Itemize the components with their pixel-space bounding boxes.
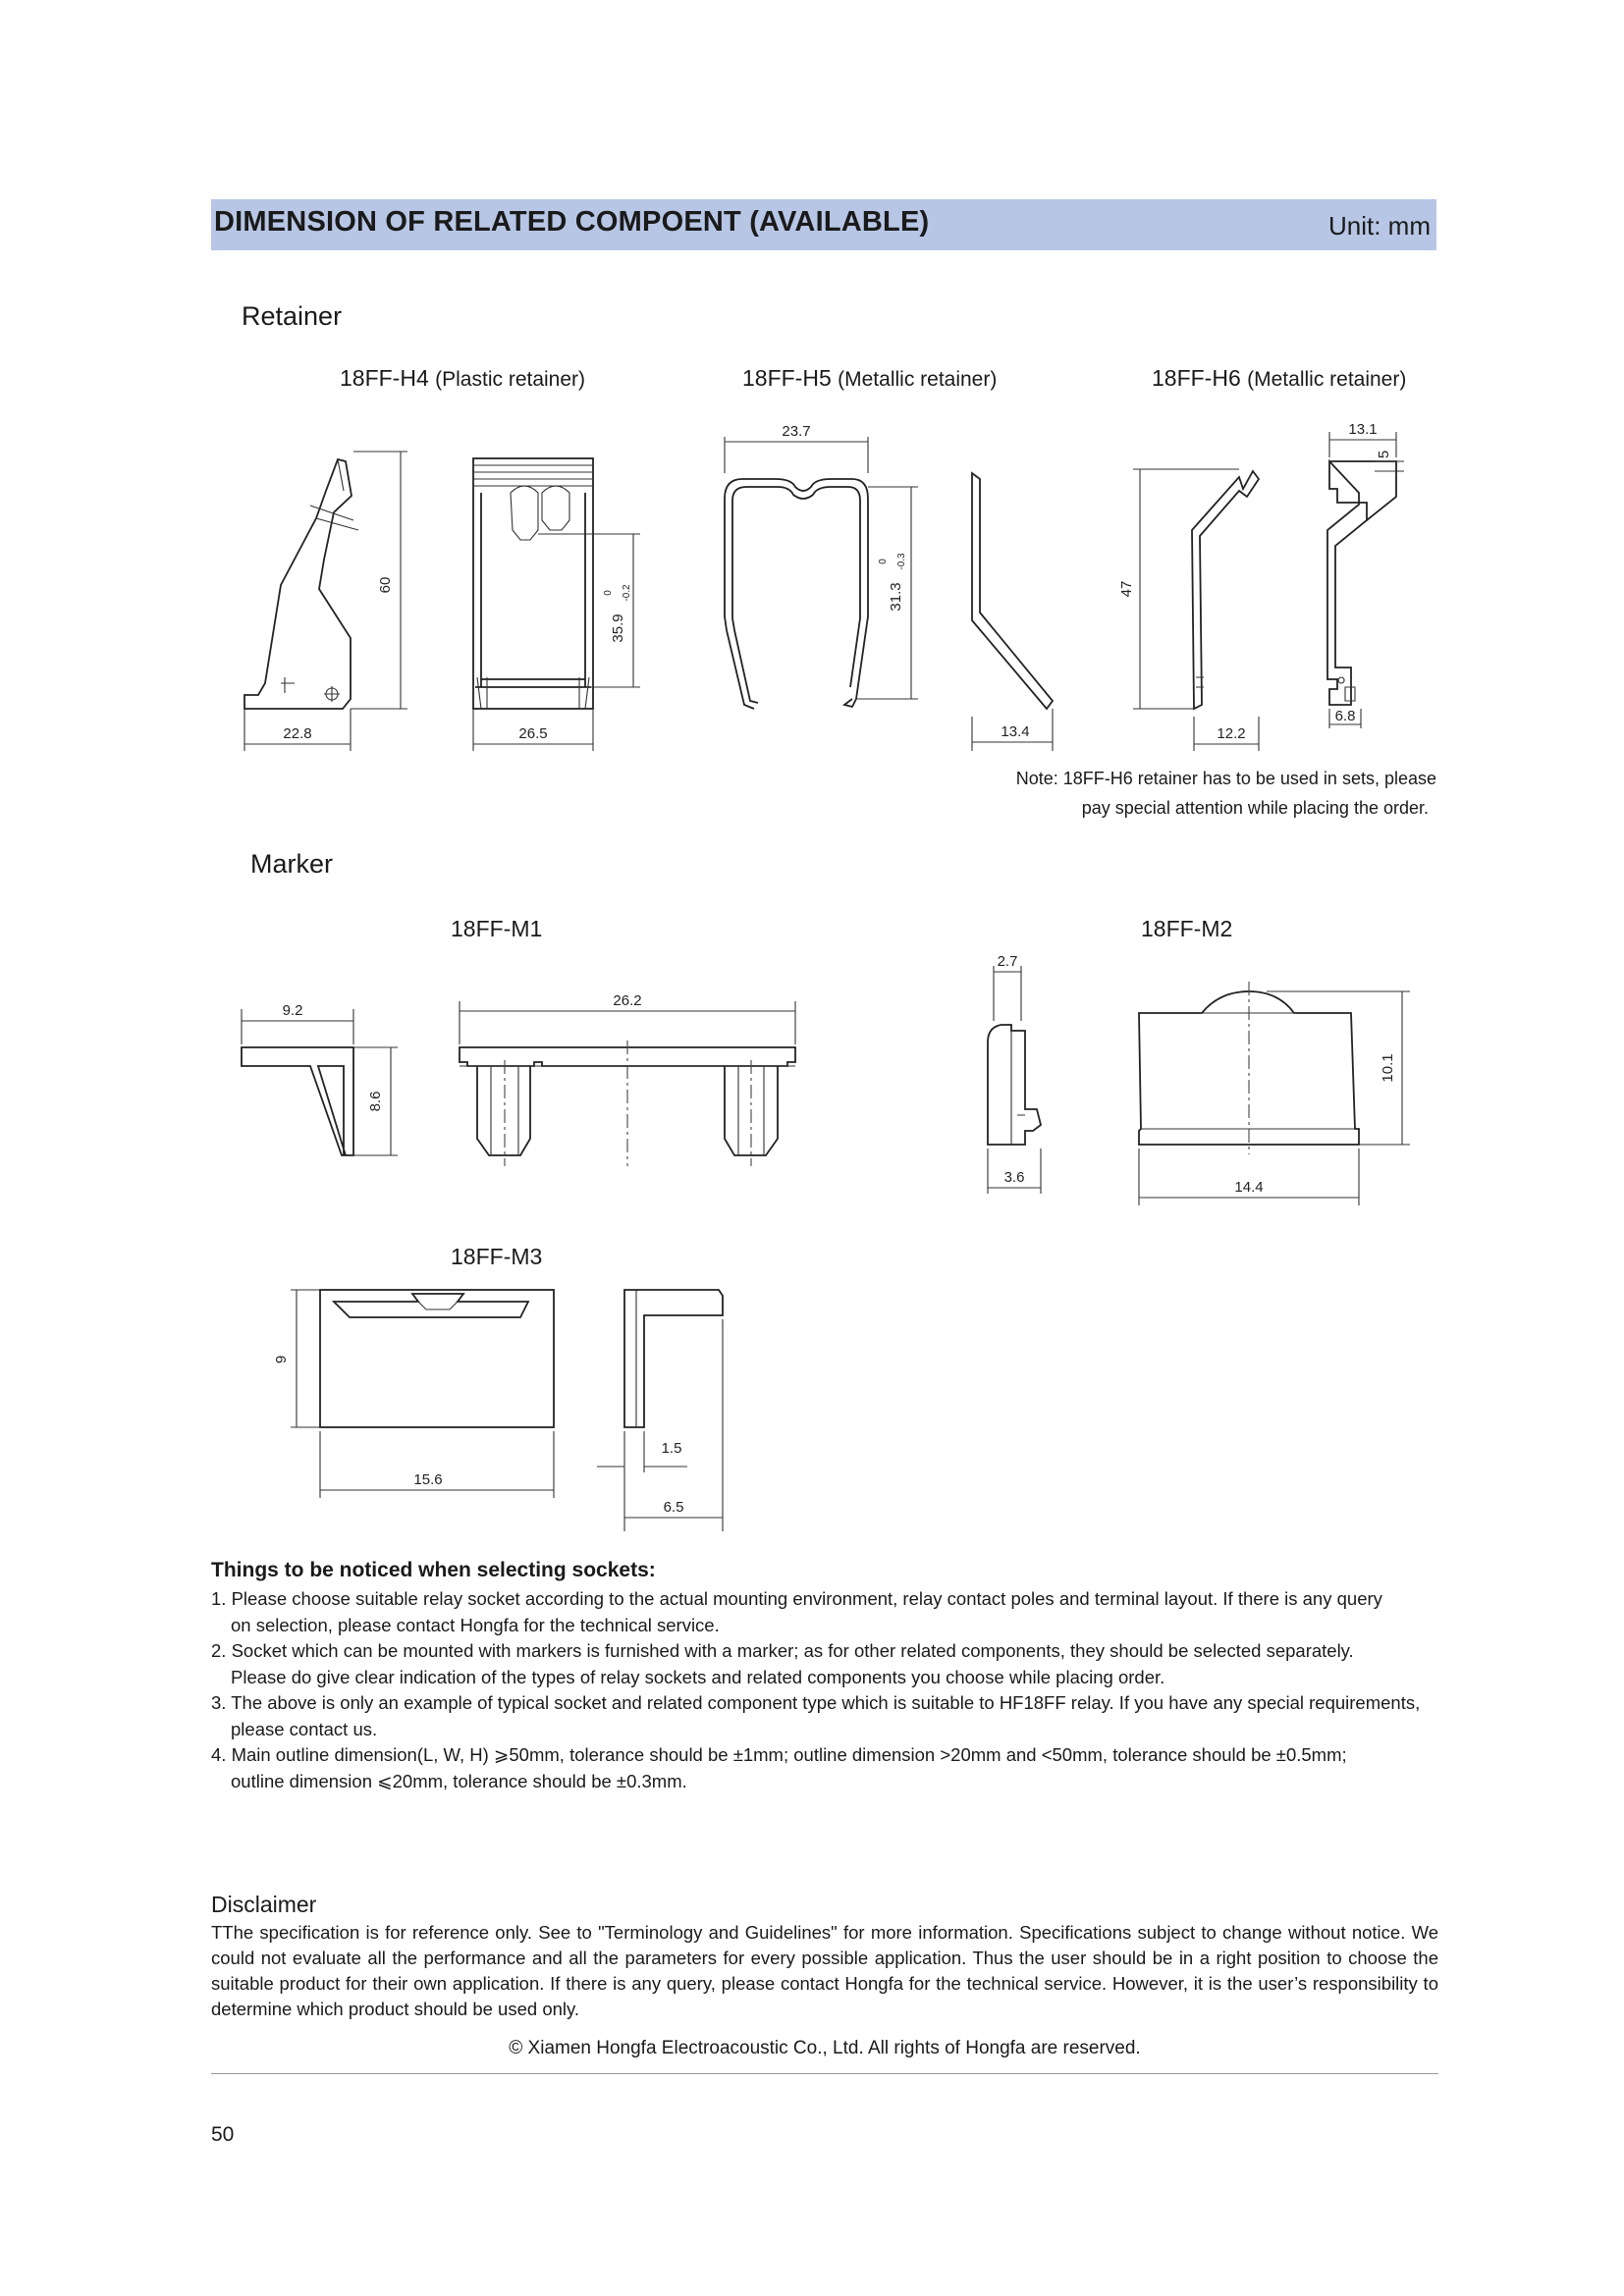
- dim-m3-thick: 1.5: [661, 1440, 682, 1457]
- dim-h6-bottom: 6.8: [1334, 708, 1356, 724]
- page-title: DIMENSION OF RELATED COMPOENT (AVAILABLE): [214, 206, 930, 238]
- part-label-m1: 18FF-M1: [451, 916, 543, 941]
- dim-h4-width: 22.8: [283, 725, 312, 742]
- copyright-notice: © Xiamen Hongfa Electroacoustic Co., Ltd. All rights of Hongfa are reserved.: [509, 2038, 1141, 2058]
- part-code: 18FF-H4: [340, 365, 429, 391]
- part-label-m2: 18FF-M2: [1141, 916, 1233, 941]
- notice-item: [211, 1690, 1438, 1742]
- dim-m2-height: 10.1: [1380, 1053, 1396, 1083]
- m1-side-view: [242, 1002, 398, 1155]
- dim-m2-top: 2.7: [997, 953, 1018, 970]
- notice-line: 4. Main outline dimension(L, W, H) ⩾50mm, tolerance should be ±1mm; outline dimension >20mm and <50mm, tolerance should be ±0.5mm;: [211, 1744, 1347, 1765]
- dim-h6-small: 5: [1376, 450, 1392, 459]
- dim-m1-height: 8.6: [367, 1091, 384, 1112]
- m3-side-view: [597, 1290, 723, 1531]
- dim-m2-width: 14.4: [1234, 1179, 1264, 1196]
- dim-h6-height: 47: [1118, 580, 1135, 598]
- dim-h6-top: 13.1: [1348, 421, 1378, 438]
- m2-side-view: [988, 953, 1041, 1194]
- dim-h5-tol-upper: 0: [878, 559, 889, 564]
- part-label-m3: 18FF-M3: [451, 1244, 543, 1269]
- h5-front-view: [725, 423, 918, 709]
- notice-line: 1. Please choose suitable relay socket according to the actual mounting environment, relay contact poles and terminal layout. If there is any query: [211, 1588, 1382, 1609]
- dim-h4-front-width: 26.5: [518, 725, 548, 742]
- dim-m3-width: 15.6: [413, 1471, 443, 1488]
- unit-label: Unit: mm: [1328, 211, 1431, 240]
- h6-front-view: [1327, 421, 1404, 728]
- part-code: 18FF-H6: [1152, 365, 1241, 391]
- notice-line: outline dimension ⩽20mm, tolerance should be ±0.3mm.: [231, 1770, 687, 1791]
- part-desc: (Metallic retainer): [838, 368, 998, 391]
- h5-side-view: [972, 473, 1053, 751]
- part-desc: (Plastic retainer): [435, 368, 586, 391]
- m1-front-view: [460, 992, 795, 1166]
- dim-m2-bottom: 3.6: [1003, 1169, 1025, 1186]
- part-code: 18FF-H5: [742, 365, 832, 391]
- dim-h4-height: 60: [377, 576, 394, 594]
- note-line: pay special attention while placing the order.: [1081, 798, 1429, 818]
- notice-item: [211, 1742, 1438, 1794]
- m3-front-view: [273, 1290, 554, 1498]
- notice-list: [211, 1586, 1438, 1794]
- notice-item: [211, 1586, 1438, 1638]
- dim-h5-inner: 31.3: [888, 582, 904, 612]
- marker-section-title: Marker: [250, 849, 334, 879]
- footer-divider: [211, 2073, 1438, 2074]
- notice-line: Please do give clear indication of the types of relay sockets and related components you choose while placing order.: [231, 1666, 1165, 1687]
- dim-h4-tol-lower: -0.2: [622, 584, 632, 602]
- h4-side-view: [244, 452, 407, 751]
- dim-h4-tol-upper: 0: [603, 590, 614, 596]
- dim-h5-width: 23.7: [782, 423, 811, 440]
- disclaimer-text: TThe specification is for reference only. See to "Terminology and Guidelines" for more information. Specifications subject to change without notice. We could not evaluate all the performance and all the parameters for every possible application. Thus the user should be in a right position to choose the suitable product for their own application. If there is any query, please contact Hongfa for the technical service. However, it is the user’s responsibility to determine which product should be used only.: [211, 1922, 1438, 2019]
- notice-line: 3. The above is only an example of typical socket and related component type which is suitable to HF18FF relay. If you have any special requirements,: [211, 1692, 1421, 1713]
- notice-title: Things to be noticed when selecting sockets:: [211, 1559, 656, 1581]
- dim-h4-inner: 35.9: [610, 614, 626, 643]
- page-number: 50: [211, 2123, 235, 2146]
- note-line: Note: 18FF-H6 retainer has to be used in sets, please: [1015, 769, 1436, 788]
- m2-front-view: [1139, 982, 1410, 1205]
- h6-side-view: [1118, 469, 1259, 751]
- h4-front-view: [473, 458, 640, 751]
- dim-m1-side-width: 9.2: [282, 1002, 303, 1019]
- notice-line: on selection, please contact Hongfa for the technical service.: [231, 1614, 720, 1635]
- notice-line: 2. Socket which can be mounted with markers is furnished with a marker; as for other related components, they should be selected separately.: [211, 1640, 1354, 1661]
- disclaimer-title: Disclaimer: [211, 1892, 317, 1917]
- dim-h6-side: 12.2: [1217, 725, 1246, 742]
- h6-note: [884, 764, 1436, 823]
- notice-item: [211, 1638, 1438, 1690]
- retainer-section-title: Retainer: [242, 301, 343, 331]
- dim-m1-width: 26.2: [613, 992, 642, 1009]
- dim-h5-side: 13.4: [1001, 723, 1030, 740]
- dim-h5-tol-lower: -0.3: [896, 553, 907, 570]
- dim-m3-side: 6.5: [663, 1499, 684, 1516]
- part-desc: (Metallic retainer): [1247, 368, 1407, 391]
- dim-m3-height: 9: [273, 1355, 290, 1364]
- notice-line: please contact us.: [231, 1718, 378, 1739]
